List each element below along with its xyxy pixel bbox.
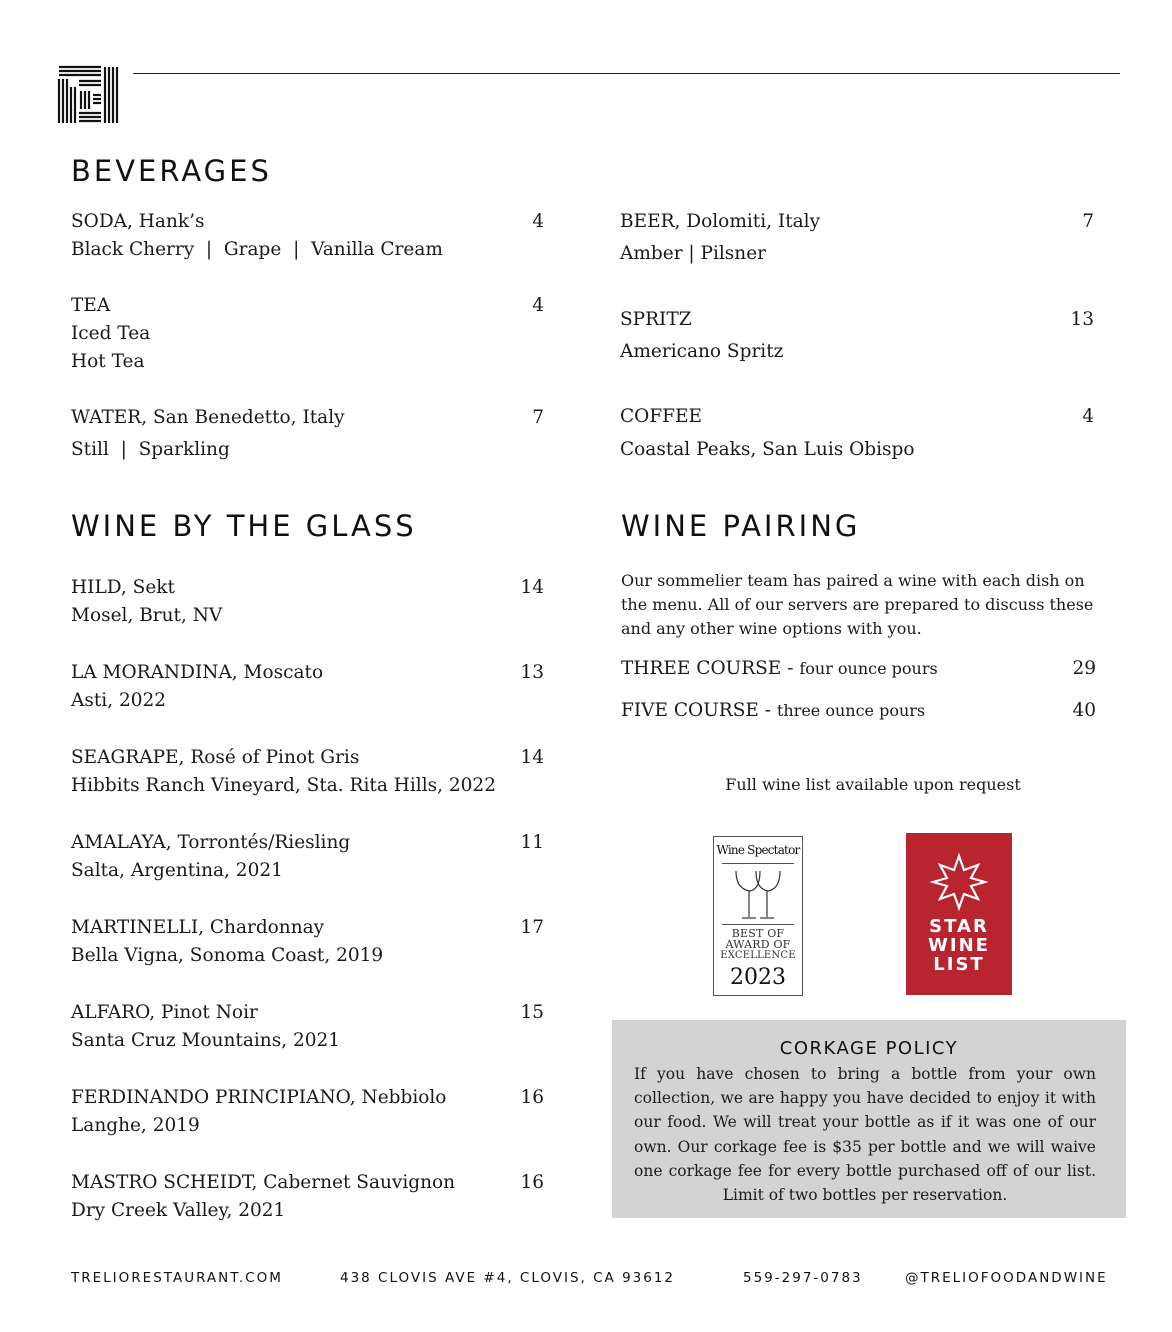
wine-price: 17: [520, 917, 544, 938]
wine-price: 14: [520, 747, 544, 768]
menu-item-name: SODA, Hank’s: [71, 211, 205, 232]
menu-item-price: 7: [532, 407, 544, 428]
menu-item-price: 4: [532, 295, 544, 316]
menu-item-name: BEER, Dolomiti, Italy: [620, 211, 821, 232]
menu-item-detail: Coastal Peaks, San Luis Obispo: [620, 439, 915, 460]
wine-name: SEAGRAPE, Rosé of Pinot Gris: [71, 747, 360, 768]
wine-by-glass-heading: WINE BY THE GLASS: [71, 509, 417, 543]
star-icon: [930, 853, 988, 911]
beverages-heading: BEVERAGES: [71, 154, 272, 188]
trelio-logo-icon: [57, 65, 121, 126]
wine-name: AMALAYA, Torrontés/Riesling: [71, 832, 351, 853]
menu-item-name: WATER, San Benedetto, Italy: [71, 407, 345, 428]
wine-pairing-description: Our sommelier team has paired a wine with each dish on the menu. All of our servers are prepared to discuss these and any other wine options with you.: [621, 571, 1094, 638]
corkage-policy-title: CORKAGE POLICY: [779, 1038, 959, 1059]
menu-item-detail: Americano Spritz: [620, 341, 784, 362]
wine-detail: Dry Creek Valley, 2021: [71, 1200, 286, 1221]
award-line: AWARD OF: [725, 938, 791, 951]
menu-item-name: TEA: [71, 295, 111, 316]
wine-price: 13: [520, 662, 544, 683]
wine-detail: Bella Vigna, Sonoma Coast, 2019: [71, 945, 384, 966]
star-wine-list-line: STAR: [929, 916, 989, 937]
award-year: 2023: [730, 965, 786, 990]
pairing-option-note: three ounce pours: [776, 701, 926, 720]
full-wine-list-note: Full wine list available upon request: [725, 775, 1021, 794]
corkage-policy-body: If you have chosen to bring a bottle from your own collection, we are happy you have decided to enjoy it with our food. We will treat your bottle as if it was one of our own. Our corkage fee is $35 per bottle and we will waive one corkage fee for every bottle purchased off of our list. Limit of two bottles per reservation.: [634, 1065, 1096, 1205]
award-line: BEST OF: [731, 927, 785, 940]
pairing-option-name: FIVE COURSE -: [621, 700, 777, 721]
menu-item-detail: Amber | Pilsner: [620, 243, 767, 264]
menu-item-detail: Black Cherry | Grape | Vanilla Cream: [71, 239, 443, 260]
wine-name: LA MORANDINA, Moscato: [71, 662, 324, 683]
wine-price: 15: [520, 1002, 544, 1023]
menu-item-detail: Hot Tea: [71, 351, 145, 372]
wine-detail: Santa Cruz Mountains, 2021: [71, 1030, 341, 1051]
menu-item-detail: Still | Sparkling: [71, 439, 230, 460]
wine-detail: Salta, Argentina, 2021: [71, 860, 283, 881]
wine-spectator-title: Wine Spectator: [716, 843, 800, 857]
footer-phone[interactable]: 559-297-0783: [743, 1270, 863, 1286]
wine-price: 11: [520, 832, 544, 853]
wine-name: FERDINANDO PRINCIPIANO, Nebbiolo: [71, 1087, 447, 1108]
wine-name: ALFARO, Pinot Noir: [71, 1002, 258, 1023]
menu-item-name: COFFEE: [620, 406, 703, 427]
pairing-option-name: THREE COURSE -: [621, 658, 800, 679]
wine-price: 16: [520, 1087, 544, 1108]
wine-glasses-icon: [730, 867, 786, 923]
star-wine-list-line: WINE: [928, 935, 990, 956]
pairing-option: [621, 700, 925, 722]
footer-website[interactable]: TRELIORESTAURANT.COM: [71, 1270, 283, 1286]
wine-price: 14: [520, 577, 544, 598]
divider: [722, 924, 794, 925]
pairing-option-price: 29: [1072, 658, 1096, 679]
star-wine-list-badge: [906, 833, 1012, 995]
menu-item-price: 13: [1070, 309, 1094, 330]
wine-detail: Langhe, 2019: [71, 1115, 200, 1136]
menu-item-price: 4: [532, 211, 544, 232]
wine-name: MASTRO SCHEIDT, Cabernet Sauvignon: [71, 1172, 456, 1193]
pairing-option: [621, 658, 938, 680]
award-line: EXCELLENCE: [720, 950, 796, 961]
menu-item-detail: Iced Tea: [71, 323, 151, 344]
wine-detail: Hibbits Ranch Vineyard, Sta. Rita Hills, 2022: [71, 775, 496, 796]
footer-social[interactable]: @TRELIOFOODANDWINE: [905, 1270, 1108, 1286]
header-rule: [133, 73, 1120, 74]
wine-pairing-heading: WINE PAIRING: [621, 509, 861, 543]
corkage-policy-box: [612, 1020, 1126, 1218]
pairing-option-price: 40: [1072, 700, 1096, 721]
wine-detail: Asti, 2022: [71, 690, 167, 711]
divider: [722, 863, 794, 864]
menu-item-name: SPRITZ: [620, 309, 692, 330]
wine-name: MARTINELLI, Chardonnay: [71, 917, 325, 938]
wine-detail: Mosel, Brut, NV: [71, 605, 223, 626]
pairing-option-note: four ounce pours: [799, 659, 938, 678]
wine-name: HILD, Sekt: [71, 577, 175, 598]
footer-address: 438 CLOVIS AVE #4, CLOVIS, CA 93612: [340, 1270, 676, 1286]
wine-price: 16: [520, 1172, 544, 1193]
wine-spectator-badge: [713, 836, 803, 996]
star-wine-list-line: LIST: [933, 954, 985, 975]
menu-item-price: 4: [1082, 406, 1094, 427]
menu-item-price: 7: [1082, 211, 1094, 232]
